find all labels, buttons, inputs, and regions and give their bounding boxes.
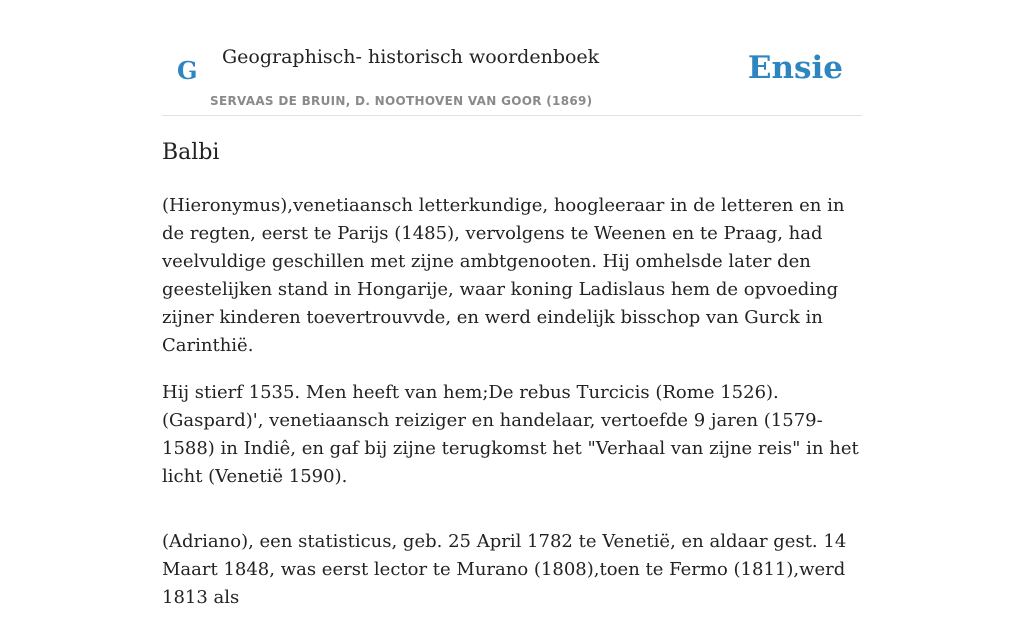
entry-title: Balbi — [162, 140, 220, 165]
book-author: SERVAAS DE BRUIN, D. NOOTHOVEN VAN GOOR (1869) — [210, 94, 593, 108]
entry-paragraph-2: Hij stierf 1535. Men heeft van hem;De rebus Turcicis (Rome 1526).(Gaspard)', venetiaansch reiziger en handelaar, vertoefde 9 jaren (1579-1588) in Indiê, en gaf bij zijne terugkomst het "Verhaal van zijne reis" in het licht (Venetië 1590). — [162, 382, 859, 487]
page-container — [162, 0, 862, 608]
ensie-logo[interactable]: Ensie — [747, 50, 843, 86]
entry-content — [162, 192, 862, 631]
book-title-link[interactable]: Geographisch- historisch woordenboek — [222, 46, 600, 68]
header — [162, 0, 862, 116]
book-logo-icon[interactable]: G — [177, 56, 198, 85]
entry-paragraph-1: (Hieronymus),venetiaansch letterkundige, hoogleeraar in de letteren en in de regten, eerst te Parijs (1485), vervolgens te Weenen en te Praag, had veelvuldige geschillen met zijne ambtgenooten. Hij omhelsde later den geestelijken stand in Hongarije, waar koning Ladislaus hem de opvoeding zijner kinderen toevertrouvvde, en werd eindelijk bisschop van Gurck in Carinthië. — [162, 195, 845, 356]
entry-paragraph-3: (Adriano), een statisticus, geb. 25 April 1782 te Venetië, en aldaar gest. 14 Maart 1848, was eerst lector te Murano (1808),toen te Fermo (1811),werd 1813 als — [162, 531, 847, 608]
